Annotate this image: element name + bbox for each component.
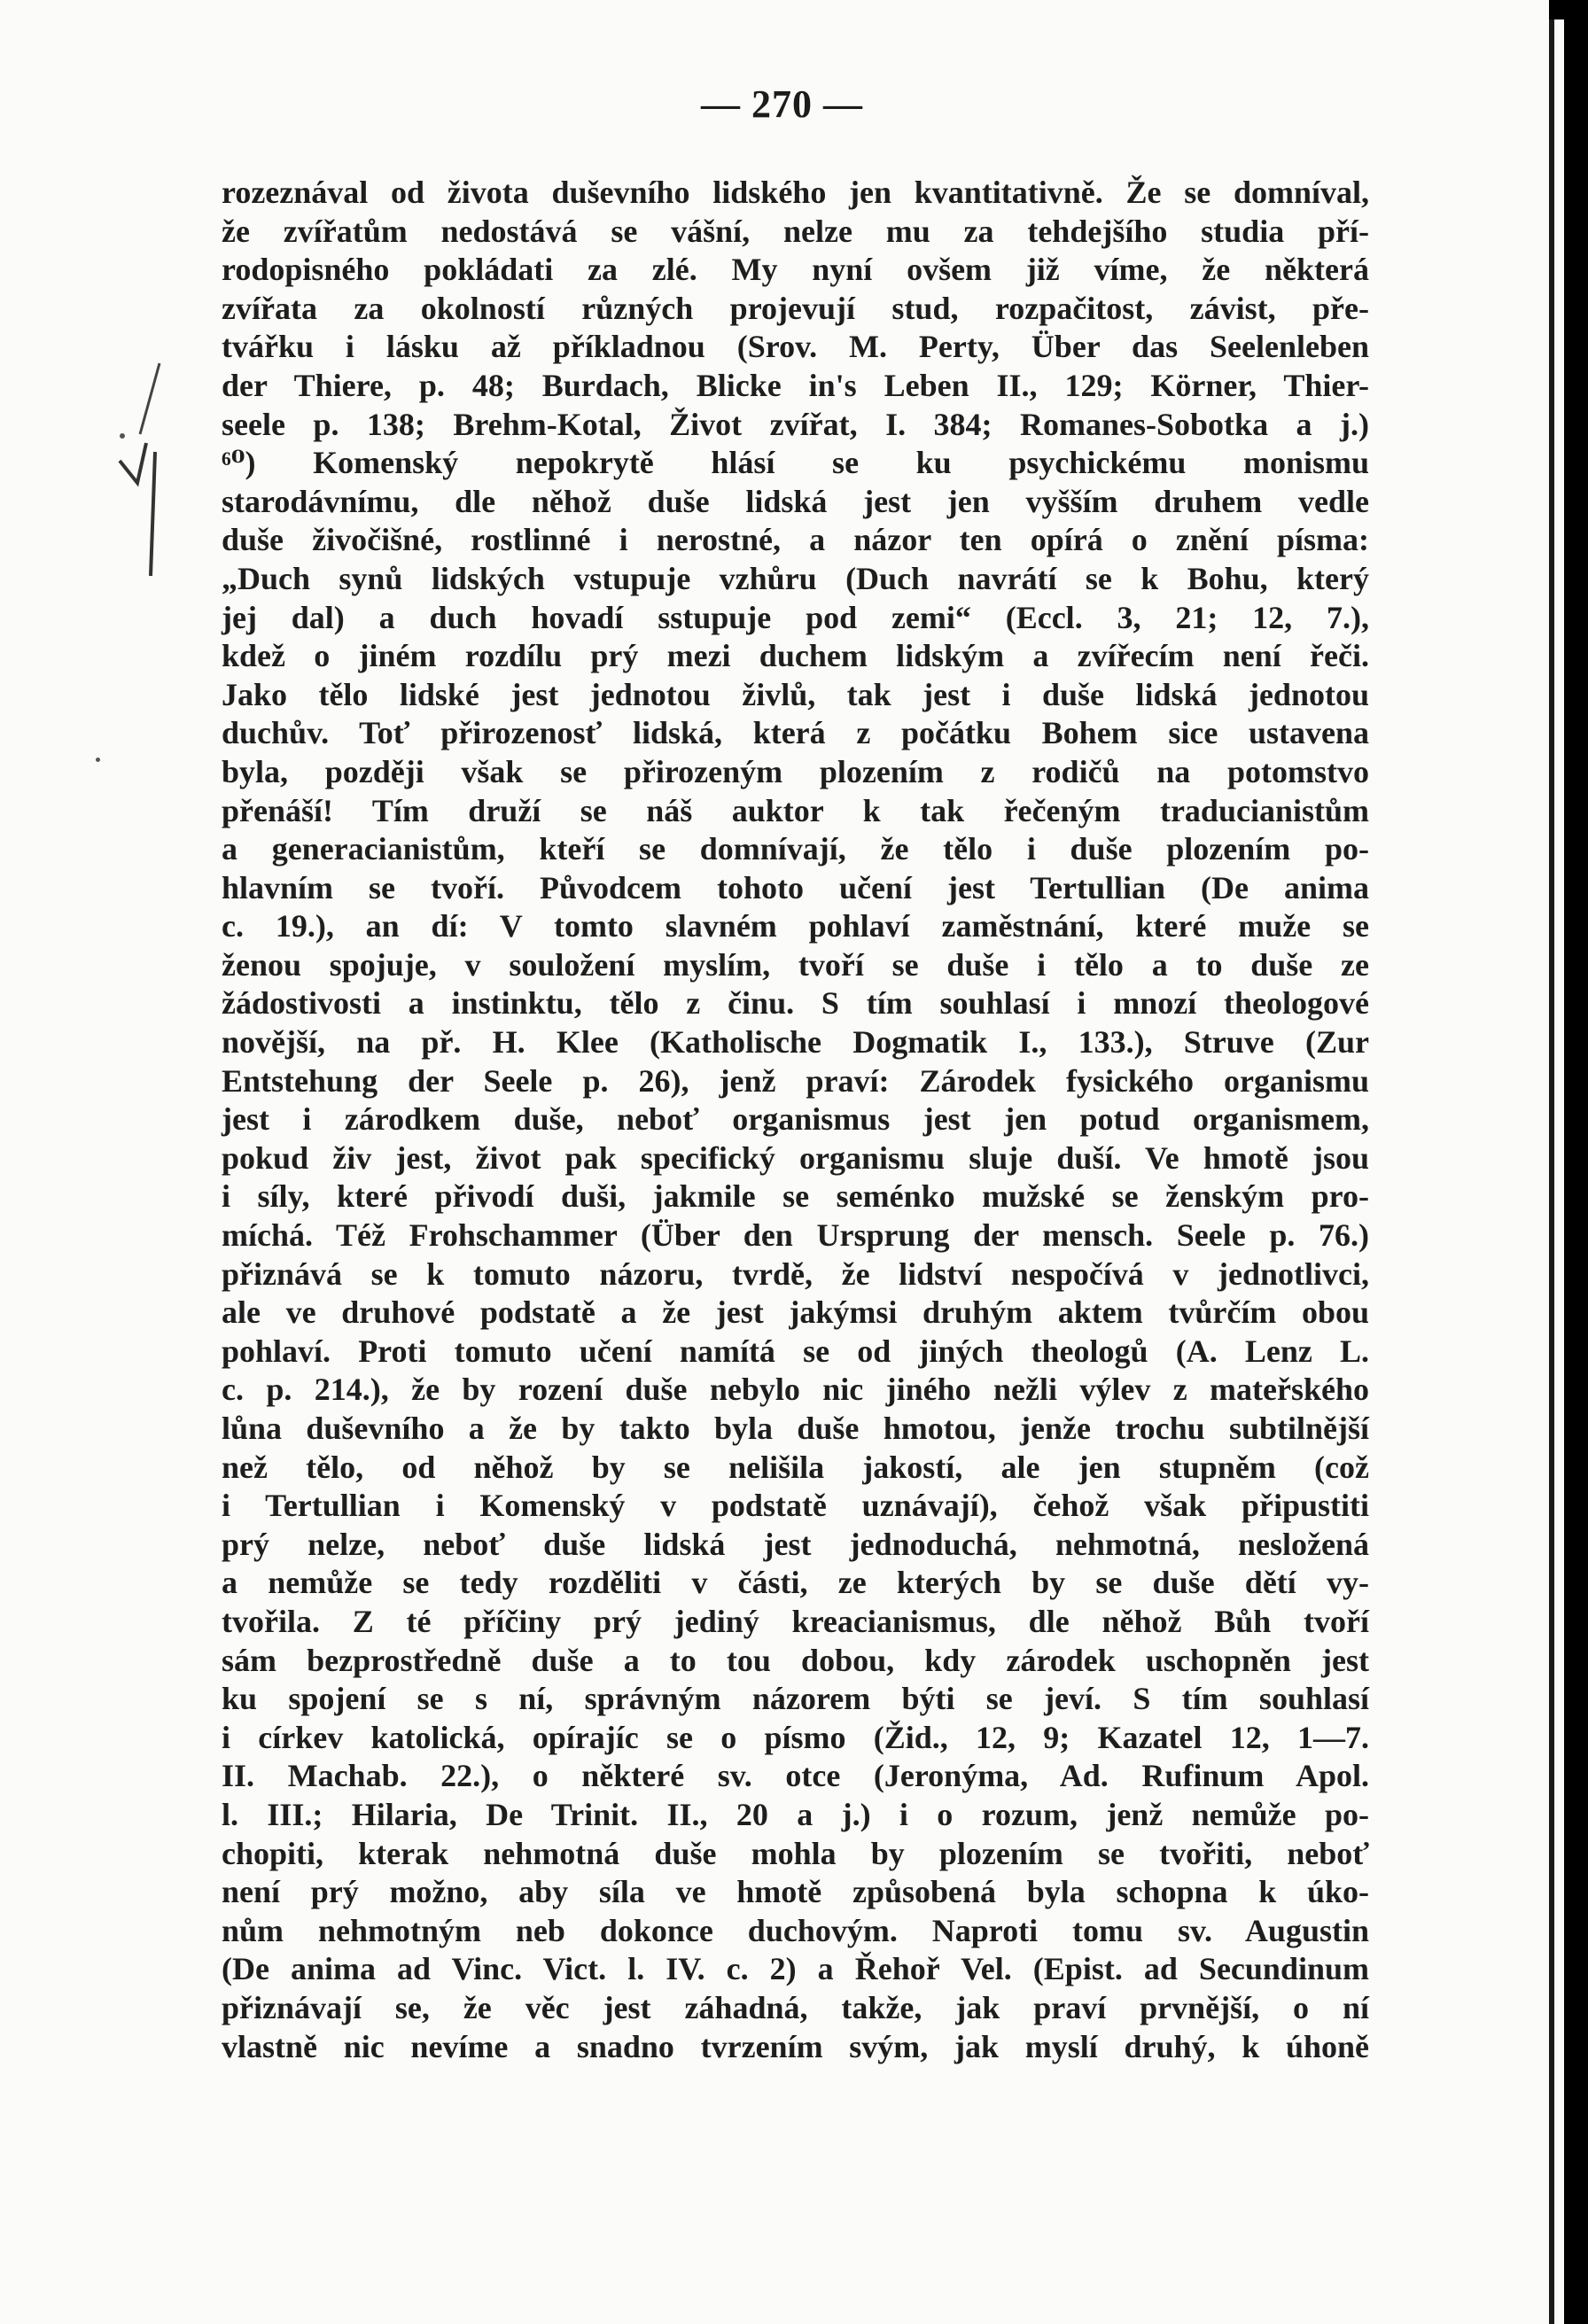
text-line: přiznávají se, že věc jest záhadná, takže, jak praví prvnější, o ní [222,1989,1369,2025]
text-line: není prý možno, aby síla ve hmotě způsobená byla schopna k úko- [222,1874,1369,1910]
text-line: i síly, které přivodí duši, jakmile se seménko mužské se ženským pro- [222,1178,1369,1215]
page-edge-shadow [1549,18,1554,2324]
text-line: míchá. Též Frohschammer (Über den Ursprung der mensch. Seele p. 76.) [222,1217,1369,1254]
text-line: ale ve druhové podstatě a že jest jakýmsi druhým aktem tvůrčím obou [222,1294,1369,1331]
margin-checkmark-annotation [115,354,195,585]
margin-speck [96,758,100,762]
text-line: Entstehung der Seele p. 26), jenž praví: Zárodek fysického organismu [222,1062,1369,1099]
text-line: pohlaví. Proti tomuto učení namítá se od jiných theologů (A. Lenz L. [222,1333,1369,1369]
text-line: kdež o jiném rozdílu prý mezi duchem lidským a zvířecím není řeči. [222,638,1369,674]
text-line: nům nehmotným neb dokonce duchovým. Naproti tomu sv. Augustin [222,1912,1369,1948]
text-line: přiznává se k tomuto názoru, tvrdě, že lidství nespočívá v jednotlivci, [222,1255,1369,1292]
text-line: duše živočišné, rostlinné i nerostné, a názor ten opírá o znění písma: [222,522,1369,558]
text-line: seele p. 138; Brehm-Kotal, Život zvířat, I. 384; Romanes-Sobotka a j.) [222,406,1369,442]
text-line: ku spojení se s ní, správným názorem býti se jeví. S tím souhlasí [222,1681,1369,1717]
text-line: že zvířatům nedostává se vášní, nelze mu za tehdejšího studia pří- [222,213,1369,249]
text-line: (De anima ad Vinc. Vict. l. IV. c. 2) a Řehoř Vel. (Epist. ad Secundinum [222,1951,1369,1987]
text-line: jej dal) a duch hovadí sstupuje pod zemi“ (Eccl. 3, 21; 12, 7.), [222,599,1369,635]
text-line: a nemůže se tedy rozděliti v části, ze kterých by se duše dětí vy- [222,1565,1369,1601]
text-line: a generacianistům, kteří se domnívají, že tělo i duše plozením po- [222,831,1369,867]
scan-border [1549,0,1588,19]
text-line [222,2066,1369,2105]
text-line: hlavním se tvoří. Původcem tohoto učení jest Tertullian (De anima [222,869,1369,906]
text-line: der Thiere, p. 48; Burdach, Blicke in's Leben II., 129; Körner, Thier- [222,367,1369,403]
text-line: Jako tělo lidské jest jednotou živlů, tak jest i duše lidská jednotou [222,676,1369,712]
text-line: sám bezprostředně duše a to tou dobou, kdy zárodek uschopněn jest [222,1642,1369,1678]
text-line: než tělo, od něhož by se nelišila jakostí, ale jen stupněm (což [222,1449,1369,1485]
text-line: i Tertullian i Komenský v podstatě uznávají), čehož však připustiti [222,1488,1369,1524]
text-line: ženou spojuje, v souložení myslím, tvoří se duše i tělo a to duše ze [222,946,1369,983]
text-line: jest i zárodkem duše, neboť organismus jest jen potud organismem, [222,1101,1369,1138]
text-line: starodávnímu, dle něhož duše lidská jest jen vyšším druhem vedle [222,483,1369,519]
text-line: II. Machab. 22.), o některé sv. otce (Jeronýma, Ad. Rufinum Apol. [222,1758,1369,1794]
text-line: ⁶⁰) Komenský nepokrytě hlásí se ku psychickému monismu [222,445,1369,481]
text-line: tvořila. Z té příčiny prý jediný kreacianismus, dle něhož Bůh tvoří [222,1603,1369,1639]
text-line: novější, na př. H. Klee (Katholische Dogmatik I., 133.), Struve (Zur [222,1024,1369,1061]
text-line: c. p. 214.), že by rození duše nebylo nic jiného nežli výlev z mateřského [222,1372,1369,1408]
text-line: byla, později však se přirozeným plozením z rodičů na potomstvo [222,753,1369,789]
text-line: „Duch synů lidských vstupuje vzhůru (Duch navrátí se k Bohu, který [222,560,1369,596]
text-line: rozeznával od života duševního lidského jen kvantitativně. Že se domníval, [222,175,1369,210]
text-line: zvířata za okolností různých projevují stud, rozpačitost, závist, pře- [222,290,1369,326]
text-line: rodopisného pokládati za zlé. My nyní ovšem již víme, že některá [222,252,1369,288]
text-line: l. III.; Hilaria, De Trinit. II., 20 a j.) i o rozum, jenž nemůže po- [222,1796,1369,1832]
text-line: tvářku i lásku až příkladnou (Srov. M. Perty, Über das Seelenleben [222,329,1369,365]
text-line: žádostivosti a instinktu, tělo z činu. S tím souhlasí i mnozí theologové [222,985,1369,1022]
text-line: lůna duševního a že by takto byla duše hmotou, jenže trochu subtilnější [222,1411,1369,1446]
text-line: i církev katolická, opírajíc se o písmo (Žid., 12, 9; Kazatel 12, 1—7. [222,1719,1369,1755]
page-number: — 270 — [701,82,863,126]
text-line: chopiti, kterak nehmotná duše mohla by plozením se tvořiti, neboť [222,1835,1369,1871]
text-line: pokud živ jest, život pak specifický organismu sluje duší. Ve hmotě jsou [222,1139,1369,1176]
text-line: duchův. Toť přirozenosť lidská, která z počátku Bohem sice ustavena [222,715,1369,751]
text-line: přenáší! Tím druží se náš auktor k tak řečeným traducianistům [222,792,1369,828]
text-line: prý nelze, neboť duše lidská jest jednoduchá, nehmotná, nesložená [222,1526,1369,1562]
text-line: vlastně nic nevíme a snadno tvrzením svým, jak myslí druhý, k úhoně [222,2028,1369,2064]
text-line: c. 19.), an dí: V tomto slavném pohlaví zaměstnání, které muže se [222,908,1369,944]
body-text [222,174,1369,2105]
